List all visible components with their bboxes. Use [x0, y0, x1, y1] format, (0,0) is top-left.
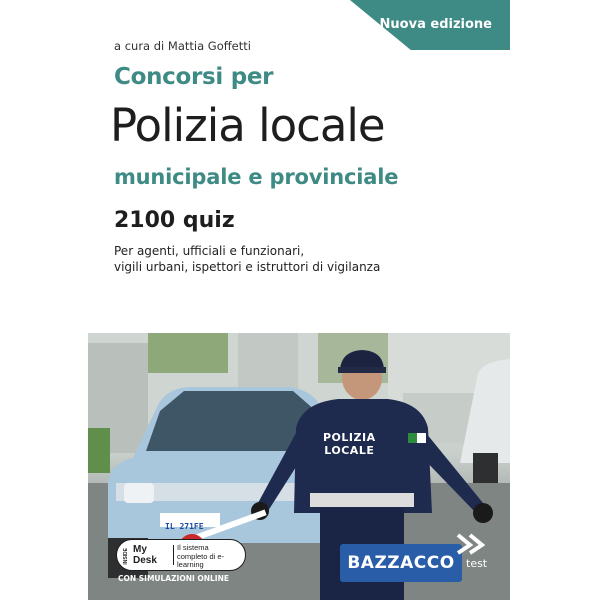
publisher-line: test — [466, 557, 488, 570]
editor-credit: a cura di Mattia Goffetti — [114, 39, 251, 53]
publisher-mark-icon — [456, 533, 486, 555]
series-title: Concorsi per — [114, 64, 274, 90]
description-line-1: Per agenti, ufficiali e funzionari, — [114, 244, 305, 258]
book-description — [114, 243, 380, 275]
publisher-name: BAZZACCO — [347, 553, 455, 573]
publisher-logo — [340, 544, 462, 582]
mydesk-inside-label: INSIDE — [123, 548, 129, 565]
uniform-line-2: LOCALE — [324, 444, 375, 457]
cover-photo — [88, 333, 510, 600]
book-title: Polizia locale — [110, 99, 385, 152]
mydesk-description: Il sistema completo di e-learning — [177, 543, 225, 569]
mydesk-divider — [173, 545, 174, 565]
book-cover — [88, 0, 510, 600]
book-subtitle: municipale e provinciale — [114, 165, 399, 189]
quiz-count: 2100 quiz — [114, 208, 235, 233]
mydesk-logo — [133, 544, 157, 566]
description-line-2: vigili urbani, ispettori e istruttori di vigilanza — [114, 260, 381, 274]
edition-label: Nuova edizione — [379, 17, 492, 32]
mydesk-logo-line1: My — [133, 544, 147, 555]
mydesk-badge — [116, 539, 246, 571]
uniform-lettering — [323, 431, 376, 457]
uniform-line-1: POLIZIA — [323, 431, 376, 444]
license-plate: IL 271FE — [165, 522, 204, 531]
online-simulations-note: CON SIMULAZIONI ONLINE — [118, 574, 230, 583]
mydesk-logo-line2: Desk — [133, 555, 157, 566]
